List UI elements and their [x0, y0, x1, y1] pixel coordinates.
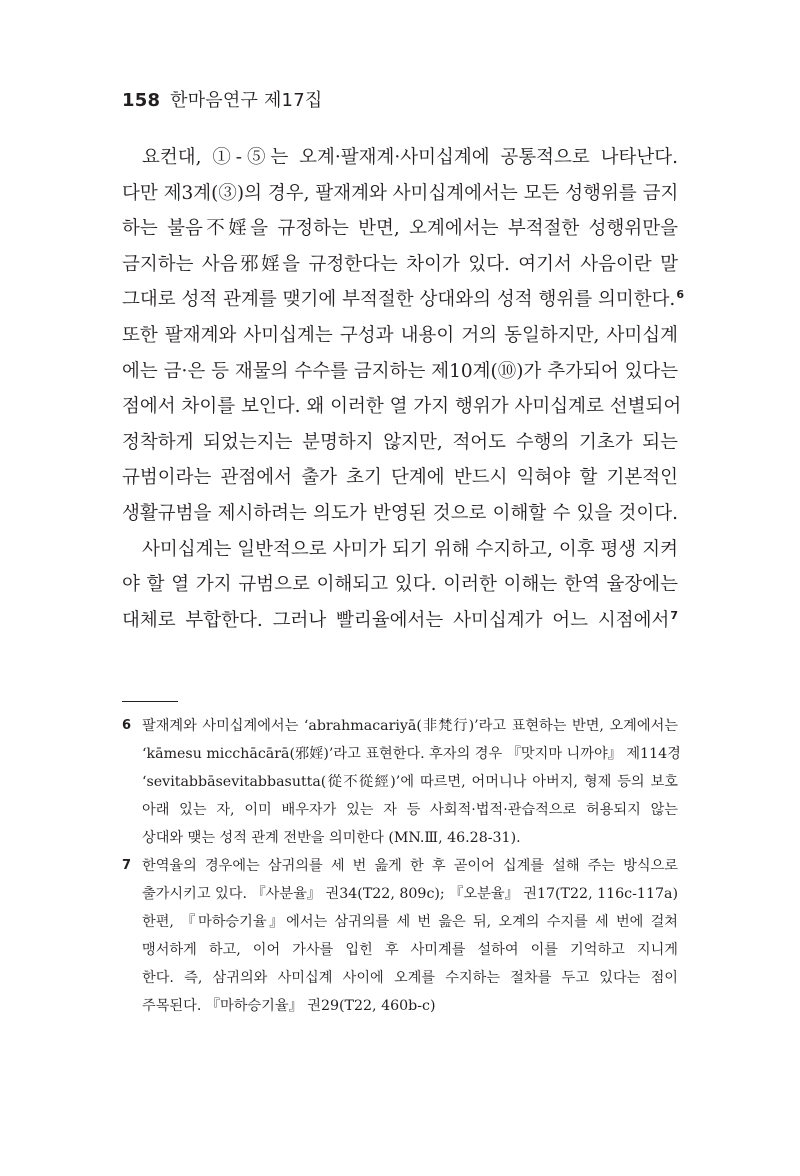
footnote-line: 주목된다. 『마하승기율』 권29(T22, 460b-c)	[142, 998, 436, 1014]
text-line	[122, 318, 678, 354]
text-line	[122, 567, 678, 603]
paragraph	[122, 140, 684, 532]
line-text: 대체로 부합한다. 그러나 빨리율에서는 사미십계가 어느 시점에서	[122, 609, 670, 631]
text-line	[122, 496, 678, 532]
line-text: 점에서 차이를 보인다. 왜 이러한 열 가지 행위가 사미십계로 선별되어	[122, 396, 682, 418]
footnote-7	[122, 852, 678, 1020]
line-text: 또한 팔재계와 사미십계는 구성과 내용이 거의 동일하지만, 사미십계	[122, 324, 678, 346]
footnote-line: ‘sevitabbāsevitabbasutta(從不從經)’에 따르면, 어머니나 아버지, 형제 등의 보호	[142, 774, 678, 790]
page-number: 158	[122, 90, 161, 111]
footnote-mark: 7	[122, 858, 132, 873]
footnote-line: 한다. 즉, 삼귀의와 사미십계 사이에 오계를 수지하는 절차를 두고 있다는 점이	[142, 970, 678, 986]
footnote-line: 한편, 『마하승기율』에서는 삼귀의를 세 번 읊은 뒤, 오계의 수지를 세 번에 걸쳐	[142, 914, 678, 930]
line-text: 사미십계는 일반적으로 사미가 되기 위해 수지하고, 이후 평생 지켜	[142, 538, 678, 560]
text-line	[122, 140, 678, 176]
text-line	[122, 211, 678, 247]
footnote-mark: 6	[122, 718, 132, 733]
footnote-line: 출가시키고 있다. 『사분율』 권34(T22, 809c); 『오분율』 권17(T22, 116c-117a)	[142, 886, 678, 902]
text-line	[122, 282, 684, 318]
running-header	[122, 86, 322, 112]
line-text: 에는 금·은 등 재물의 수수를 금지하는 제10계(⑩)가 추가되어 있다는	[122, 360, 679, 382]
footnote-line: 한역율의 경우에는 삼귀의를 세 번 읊게 한 후 곧이어 십계를 설해 주는 방식으로	[142, 858, 678, 874]
text-line	[122, 603, 678, 639]
line-text: 다만 제3계(③)의 경우, 팔재계와 사미십계에서는 모든 성행위를 금지	[122, 182, 679, 204]
line-text: 생활규범을 제시하려는 의도가 반영된 것으로 이해할 수 있을 것이다.	[122, 502, 678, 524]
line-text: 금지하는 사음邪婬을 규정한다는 차이가 있다. 여기서 사음이란 말	[122, 253, 678, 275]
text-line	[122, 389, 682, 425]
text-line	[122, 460, 678, 496]
text-line	[122, 247, 678, 283]
footnotes	[122, 712, 681, 1020]
footnote-separator	[122, 701, 178, 702]
footnote-reference[interactable]: 7	[670, 608, 678, 622]
footnote-line: 상대와 맺는 성적 관계 전반을 의미한다 (MN.Ⅲ, 46.28-31).	[142, 830, 521, 846]
text-line	[122, 425, 678, 461]
line-text: 요컨대, ①-⑤는 오계·팔재계·사미십계에 공통적으로 나타난다.	[142, 147, 678, 168]
line-text: 그대로 성적 관계를 맺기에 부적절한 상대와의 성적 행위를 의미한다.	[122, 289, 676, 311]
journal-title: 한마음연구 제17집	[170, 90, 323, 111]
line-text: 하는 불음不婬을 규정하는 반면, 오계에서는 부적절한 성행위만을	[122, 218, 678, 240]
footnote-line: 팔재계와 사미십계에서는 ‘abrahmacariyā(非梵行)’라고 표현하는 반면, 오계에서는	[142, 718, 678, 734]
line-text: 정착하게 되었는지는 분명하지 않지만, 적어도 수행의 기초가 되는	[122, 431, 678, 453]
line-text: 규범이라는 관점에서 출가 초기 단계에 반드시 익혀야 할 기본적인	[122, 467, 678, 489]
text-line	[122, 354, 678, 390]
footnote-6	[122, 712, 681, 852]
paragraph	[122, 532, 678, 639]
body-text	[122, 140, 684, 638]
footnote-line: 아래 있는 자, 이미 배우자가 있는 자 등 사회적·법적·관습적으로 허용되지 않는	[142, 802, 678, 818]
text-line	[122, 532, 678, 568]
footnote-line: ‘kāmesu micchācārā(邪婬)’라고 표현한다. 후자의 경우 『맛지마 니까야』 제114경	[142, 746, 681, 762]
footnote-reference[interactable]: 6	[676, 288, 684, 302]
text-line	[122, 176, 678, 212]
line-text: 야 할 열 가지 규범으로 이해되고 있다. 이러한 이해는 한역 율장에는	[122, 574, 678, 596]
footnote-line: 맹서하게 하고, 이어 가사를 입힌 후 사미계를 설하여 이를 기억하고 지니게	[142, 942, 678, 958]
